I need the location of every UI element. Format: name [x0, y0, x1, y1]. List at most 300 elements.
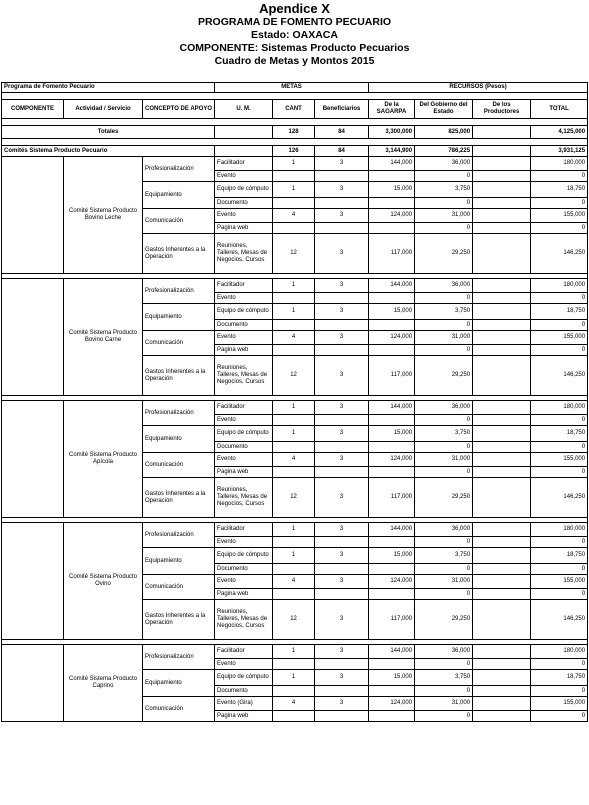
total-cell: 0: [531, 564, 588, 575]
beneficiarios-cell: 3: [315, 523, 369, 537]
total-cell: 0: [531, 293, 588, 304]
sagarpa-cell: [369, 711, 415, 722]
sagarpa-cell: 15,000: [369, 426, 415, 442]
col-cant: CANT: [273, 100, 315, 119]
um-cell: Equipo de cómputo: [215, 670, 273, 686]
cant-cell: [273, 415, 315, 426]
total-cell: 146,250: [531, 600, 588, 640]
estado-cell: 31,000: [415, 331, 473, 345]
cant-cell: [273, 171, 315, 182]
beneficiarios-cell: [315, 171, 369, 182]
beneficiarios-cell: 3: [315, 331, 369, 345]
um-cell: Equipo de cómputo: [215, 426, 273, 442]
spacer-row: [2, 139, 588, 146]
concepto-cell: Gastos Inherentes a la Operación: [143, 356, 215, 396]
total-cell: 0: [531, 198, 588, 209]
um-cell: Reuniones, Talleres, Mesas de Negocios, Cursos: [215, 234, 273, 274]
cant-cell: [273, 345, 315, 356]
estado-cell: 29,250: [415, 600, 473, 640]
group-componente-cell: [2, 279, 64, 396]
beneficiarios-cell: 3: [315, 157, 369, 171]
group-componente-cell: [2, 157, 64, 274]
group-componente-cell: [2, 645, 64, 722]
productores-cell: [473, 234, 531, 274]
metas-header: METAS: [215, 83, 369, 93]
estado-cell: 0: [415, 415, 473, 426]
estado-cell: 3,750: [415, 304, 473, 320]
concepto-cell: Comunicación: [143, 575, 215, 600]
estado-cell: 3,750: [415, 182, 473, 198]
total-cell: 18,750: [531, 182, 588, 198]
total-cell: 0: [531, 345, 588, 356]
um-cell: Evento: [215, 659, 273, 670]
productores-cell: [473, 293, 531, 304]
concepto-cell: Comunicación: [143, 209, 215, 234]
sagarpa-cell: 144,000: [369, 157, 415, 171]
productores-cell: [473, 157, 531, 171]
cant-cell: 4: [273, 453, 315, 467]
totales-productores: [473, 126, 531, 139]
productores-cell: [473, 575, 531, 589]
um-cell: Evento: [215, 331, 273, 345]
beneficiarios-cell: 3: [315, 670, 369, 686]
estado-cell: 0: [415, 467, 473, 478]
total-cell: 0: [531, 442, 588, 453]
cant-cell: [273, 537, 315, 548]
cant-cell: 4: [273, 331, 315, 345]
um-cell: Facilitador: [215, 279, 273, 293]
col-actividad: Actividad / Servicio: [64, 100, 143, 119]
estado-cell: 31,000: [415, 697, 473, 711]
beneficiarios-cell: 3: [315, 697, 369, 711]
concepto-cell: Profesionalización: [143, 401, 215, 426]
total-cell: 0: [531, 711, 588, 722]
programa-header: Programa de Fomento Pecuario: [2, 83, 215, 93]
top-header-row: [2, 83, 588, 93]
cant-cell: [273, 293, 315, 304]
cant-cell: [273, 686, 315, 697]
sagarpa-cell: 144,000: [369, 401, 415, 415]
estado-cell: 3,750: [415, 670, 473, 686]
beneficiarios-cell: [315, 659, 369, 670]
estado-cell: 0: [415, 442, 473, 453]
estado-cell: 29,250: [415, 234, 473, 274]
cant-cell: 1: [273, 548, 315, 564]
um-cell: Facilitador: [215, 523, 273, 537]
estado-cell: 0: [415, 537, 473, 548]
comites-beneficiarios: 84: [315, 146, 369, 157]
productores-cell: [473, 279, 531, 293]
concepto-cell: Equipamiento: [143, 182, 215, 209]
cant-cell: 12: [273, 600, 315, 640]
beneficiarios-cell: [315, 345, 369, 356]
comites-estado: 786,225: [415, 146, 473, 157]
concepto-cell: Gastos Inherentes a la Operación: [143, 234, 215, 274]
subtitle-state: Estado: OAXACA: [251, 29, 338, 41]
cant-cell: [273, 320, 315, 331]
cant-cell: [273, 711, 315, 722]
um-cell: Evento: [215, 575, 273, 589]
estado-cell: 0: [415, 345, 473, 356]
productores-cell: [473, 442, 531, 453]
comites-productores: [473, 146, 531, 157]
um-cell: Pagina web: [215, 711, 273, 722]
table-row: [2, 157, 588, 171]
productores-cell: [473, 223, 531, 234]
comites-label: Comités Sistema Producto Pecuario: [2, 146, 215, 157]
productores-cell: [473, 171, 531, 182]
sagarpa-cell: [369, 345, 415, 356]
totales-sagarpa: 3,300,000: [369, 126, 415, 139]
total-cell: 180,000: [531, 401, 588, 415]
cant-cell: 1: [273, 523, 315, 537]
beneficiarios-cell: 3: [315, 478, 369, 518]
productores-cell: [473, 711, 531, 722]
productores-cell: [473, 345, 531, 356]
comites-sagarpa: 3,144,900: [369, 146, 415, 157]
document-header: [0, 0, 589, 68]
um-cell: Facilitador: [215, 645, 273, 659]
total-cell: 180,000: [531, 279, 588, 293]
concepto-cell: Equipamiento: [143, 670, 215, 697]
cant-cell: 1: [273, 401, 315, 415]
concepto-cell: Profesionalización: [143, 279, 215, 304]
productores-cell: [473, 453, 531, 467]
um-cell: Evento: [215, 537, 273, 548]
estado-cell: 0: [415, 564, 473, 575]
subtitle-program: PROGRAMA DE FOMENTO PECUARIO: [197, 16, 392, 28]
concepto-cell: Comunicación: [143, 331, 215, 356]
sagarpa-cell: [369, 320, 415, 331]
productores-cell: [473, 659, 531, 670]
concepto-cell: Profesionalización: [143, 523, 215, 548]
beneficiarios-cell: 3: [315, 548, 369, 564]
um-cell: Facilitador: [215, 157, 273, 171]
um-cell: Pagina web: [215, 345, 273, 356]
um-cell: Pagina web: [215, 223, 273, 234]
sagarpa-cell: 15,000: [369, 304, 415, 320]
total-cell: 0: [531, 171, 588, 182]
total-cell: 155,000: [531, 575, 588, 589]
estado-cell: 0: [415, 320, 473, 331]
productores-cell: [473, 697, 531, 711]
estado-cell: 3,750: [415, 548, 473, 564]
productores-cell: [473, 401, 531, 415]
sagarpa-cell: 117,000: [369, 600, 415, 640]
sagarpa-cell: 15,000: [369, 670, 415, 686]
productores-cell: [473, 478, 531, 518]
beneficiarios-cell: 3: [315, 575, 369, 589]
spacer-row: [2, 119, 588, 126]
estado-cell: 36,000: [415, 645, 473, 659]
um-cell: Documento: [215, 442, 273, 453]
sagarpa-cell: 144,000: [369, 523, 415, 537]
beneficiarios-cell: 3: [315, 645, 369, 659]
sagarpa-cell: 117,000: [369, 234, 415, 274]
beneficiarios-cell: [315, 223, 369, 234]
sagarpa-cell: 124,000: [369, 697, 415, 711]
totales-row: [2, 126, 588, 139]
productores-cell: [473, 523, 531, 537]
cant-cell: 4: [273, 575, 315, 589]
total-cell: 0: [531, 686, 588, 697]
concepto-cell: Equipamiento: [143, 304, 215, 331]
beneficiarios-cell: 3: [315, 401, 369, 415]
beneficiarios-cell: 3: [315, 234, 369, 274]
metas-montos-table: [1, 82, 588, 722]
beneficiarios-cell: [315, 198, 369, 209]
cant-cell: 12: [273, 234, 315, 274]
cant-cell: 1: [273, 426, 315, 442]
beneficiarios-cell: [315, 442, 369, 453]
sagarpa-cell: 124,000: [369, 453, 415, 467]
table-row: [2, 523, 588, 537]
beneficiarios-cell: [315, 320, 369, 331]
col-componente: COMPONENTE: [2, 100, 64, 119]
col-um: U. M.: [215, 100, 273, 119]
col-total: TOTAL: [531, 100, 588, 119]
estado-cell: 36,000: [415, 157, 473, 171]
concepto-cell: Gastos Inherentes a la Operación: [143, 478, 215, 518]
beneficiarios-cell: 3: [315, 209, 369, 223]
group-name: Comité Sistema Producto Ovino: [64, 523, 143, 640]
totales-label: Totales: [2, 126, 215, 139]
sagarpa-cell: [369, 467, 415, 478]
estado-cell: 31,000: [415, 209, 473, 223]
total-cell: 180,000: [531, 645, 588, 659]
estado-cell: 0: [415, 293, 473, 304]
cant-cell: [273, 589, 315, 600]
sagarpa-cell: [369, 293, 415, 304]
um-cell: Pagina web: [215, 467, 273, 478]
um-cell: Evento: [215, 415, 273, 426]
productores-cell: [473, 670, 531, 686]
col-sagarpa: De la SAGARPA: [369, 100, 415, 119]
total-cell: 180,000: [531, 157, 588, 171]
group-name: Comité Sistema Producto Bovino Leche: [64, 157, 143, 274]
total-cell: 155,000: [531, 209, 588, 223]
productores-cell: [473, 182, 531, 198]
concepto-cell: Equipamiento: [143, 426, 215, 453]
subtitle-component: COMPONENTE: Sistemas Producto Pecuarios: [179, 42, 410, 54]
total-cell: 18,750: [531, 670, 588, 686]
um-cell: Reuniones, Talleres, Mesas de Negocios, Cursos: [215, 356, 273, 396]
cant-cell: 1: [273, 182, 315, 198]
beneficiarios-cell: [315, 589, 369, 600]
cant-cell: 4: [273, 697, 315, 711]
cant-cell: 1: [273, 645, 315, 659]
comites-total: 3,931,125: [531, 146, 588, 157]
total-cell: 155,000: [531, 331, 588, 345]
cant-cell: 12: [273, 356, 315, 396]
cant-cell: [273, 564, 315, 575]
group-componente-cell: [2, 401, 64, 518]
estado-cell: 0: [415, 659, 473, 670]
estado-cell: 29,250: [415, 478, 473, 518]
beneficiarios-cell: [315, 711, 369, 722]
productores-cell: [473, 686, 531, 697]
beneficiarios-cell: [315, 564, 369, 575]
productores-cell: [473, 645, 531, 659]
cant-cell: [273, 467, 315, 478]
sagarpa-cell: 124,000: [369, 575, 415, 589]
productores-cell: [473, 537, 531, 548]
cant-cell: [273, 442, 315, 453]
productores-cell: [473, 467, 531, 478]
comites-cant: 126: [273, 146, 315, 157]
productores-cell: [473, 320, 531, 331]
totales-estado: 825,000: [415, 126, 473, 139]
group-name: Comité Sistema Producto Caprino: [64, 645, 143, 722]
group-name: Comité Sistema Producto Apícola: [64, 401, 143, 518]
estado-cell: 36,000: [415, 401, 473, 415]
beneficiarios-cell: 3: [315, 453, 369, 467]
estado-cell: 0: [415, 198, 473, 209]
concepto-cell: Gastos Inherentes a la Operación: [143, 600, 215, 640]
sagarpa-cell: [369, 564, 415, 575]
sagarpa-cell: [369, 198, 415, 209]
um-cell: Equipo de cómputo: [215, 182, 273, 198]
sagarpa-cell: [369, 659, 415, 670]
sagarpa-cell: 15,000: [369, 548, 415, 564]
total-cell: 180,000: [531, 523, 588, 537]
beneficiarios-cell: 3: [315, 182, 369, 198]
table-body: [2, 83, 588, 722]
total-cell: 0: [531, 659, 588, 670]
beneficiarios-cell: [315, 467, 369, 478]
sagarpa-cell: 144,000: [369, 279, 415, 293]
sagarpa-cell: [369, 442, 415, 453]
total-cell: 0: [531, 589, 588, 600]
um-cell: Reuniones, Talleres, Mesas de Negocios, Cursos: [215, 478, 273, 518]
um-cell: Evento: [215, 209, 273, 223]
total-cell: 0: [531, 537, 588, 548]
totales-beneficiarios: 84: [315, 126, 369, 139]
estado-cell: 36,000: [415, 523, 473, 537]
total-cell: 146,250: [531, 356, 588, 396]
sagarpa-cell: 117,000: [369, 478, 415, 518]
beneficiarios-cell: 3: [315, 600, 369, 640]
sagarpa-cell: 15,000: [369, 182, 415, 198]
um-cell: Evento (Gira): [215, 697, 273, 711]
concepto-cell: Comunicación: [143, 697, 215, 722]
total-cell: 0: [531, 467, 588, 478]
um-cell: Evento: [215, 453, 273, 467]
total-cell: 146,250: [531, 478, 588, 518]
productores-cell: [473, 600, 531, 640]
total-cell: 18,750: [531, 426, 588, 442]
beneficiarios-cell: 3: [315, 279, 369, 293]
productores-cell: [473, 426, 531, 442]
productores-cell: [473, 304, 531, 320]
sagarpa-cell: [369, 223, 415, 234]
recursos-header: RECURSOS (Pesos): [369, 83, 588, 93]
productores-cell: [473, 589, 531, 600]
beneficiarios-cell: [315, 537, 369, 548]
spacer-row: [2, 93, 588, 100]
um-cell: Equipo de cómputo: [215, 548, 273, 564]
productores-cell: [473, 356, 531, 396]
total-cell: 155,000: [531, 453, 588, 467]
productores-cell: [473, 331, 531, 345]
total-cell: 0: [531, 320, 588, 331]
col-productores: De los Productores: [473, 100, 531, 119]
total-cell: 155,000: [531, 697, 588, 711]
concepto-cell: Comunicación: [143, 453, 215, 478]
sagarpa-cell: [369, 686, 415, 697]
estado-cell: 0: [415, 711, 473, 722]
col-beneficiarios: Beneficiarios: [315, 100, 369, 119]
productores-cell: [473, 209, 531, 223]
cant-cell: 1: [273, 304, 315, 320]
um-cell: Documento: [215, 198, 273, 209]
beneficiarios-cell: 3: [315, 426, 369, 442]
totales-um: [215, 126, 273, 139]
um-cell: Facilitador: [215, 401, 273, 415]
concepto-cell: Profesionalización: [143, 157, 215, 182]
document-title: Apendice X: [259, 1, 330, 16]
total-cell: 18,750: [531, 304, 588, 320]
um-cell: Reuniones, Talleres, Mesas de Negocios, Cursos: [215, 600, 273, 640]
um-cell: Evento: [215, 293, 273, 304]
beneficiarios-cell: [315, 415, 369, 426]
cant-cell: 1: [273, 279, 315, 293]
estado-cell: 31,000: [415, 453, 473, 467]
group-name: Comité Sistema Producto Bovino Carne: [64, 279, 143, 396]
um-cell: Equipo de cómputo: [215, 304, 273, 320]
group-componente-cell: [2, 523, 64, 640]
comites-row: [2, 146, 588, 157]
cant-cell: 12: [273, 478, 315, 518]
table-row: [2, 401, 588, 415]
um-cell: Documento: [215, 564, 273, 575]
totales-total: 4,125,000: [531, 126, 588, 139]
estado-cell: 3,750: [415, 426, 473, 442]
estado-cell: 0: [415, 171, 473, 182]
cant-cell: [273, 198, 315, 209]
sagarpa-cell: 117,000: [369, 356, 415, 396]
comites-um: [215, 146, 273, 157]
sagarpa-cell: [369, 589, 415, 600]
productores-cell: [473, 415, 531, 426]
cant-cell: [273, 223, 315, 234]
estado-cell: 0: [415, 589, 473, 600]
subtitle-table-title: Cuadro de Metas y Montos 2015: [214, 55, 375, 67]
estado-cell: 36,000: [415, 279, 473, 293]
estado-cell: 0: [415, 686, 473, 697]
beneficiarios-cell: [315, 293, 369, 304]
sagarpa-cell: [369, 537, 415, 548]
sagarpa-cell: 144,000: [369, 645, 415, 659]
sagarpa-cell: [369, 171, 415, 182]
cant-cell: 4: [273, 209, 315, 223]
sagarpa-cell: 124,000: [369, 331, 415, 345]
um-cell: Documento: [215, 320, 273, 331]
productores-cell: [473, 564, 531, 575]
productores-cell: [473, 548, 531, 564]
cant-cell: [273, 659, 315, 670]
um-cell: Documento: [215, 686, 273, 697]
total-cell: 18,750: [531, 548, 588, 564]
table-row: [2, 645, 588, 659]
estado-cell: 0: [415, 223, 473, 234]
sagarpa-cell: 124,000: [369, 209, 415, 223]
um-cell: Evento: [215, 171, 273, 182]
table-row: [2, 279, 588, 293]
um-cell: Pagina web: [215, 589, 273, 600]
total-cell: 146,250: [531, 234, 588, 274]
total-cell: 0: [531, 415, 588, 426]
